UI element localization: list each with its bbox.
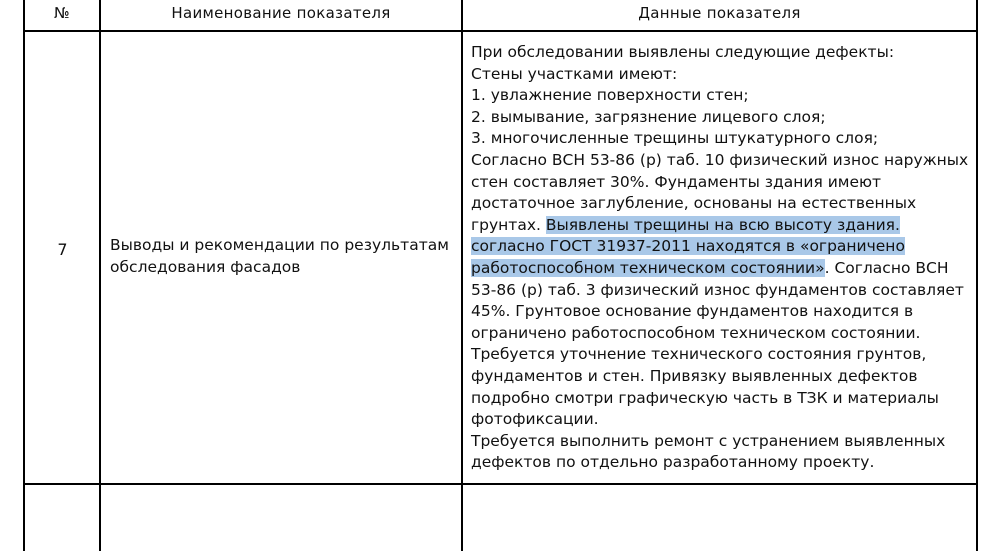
header-bottom-border (23, 30, 978, 32)
data-text-before[interactable]: При обследовании выявлены следующие дефекты: Стены участками имеют: 1. увлажнение поверхности стен; 2. вымывание, загрязнение лицевого слоя; 3. многочисленные трещины штукатурного слоя; Согласно ВСН 53-86 (р) таб. 10 физический износ наружных стен составляет 30%. Фундаменты здания имеют достаточное заглубление, основаны на естественных грунтах. (471, 43, 969, 234)
column-divider-1 (99, 0, 101, 551)
column-divider-2 (461, 0, 463, 551)
table-border-right (976, 0, 978, 551)
header-indicator-name: Наименование показателя (171, 4, 391, 22)
row-number: 7 (57, 240, 68, 259)
row-indicator-data[interactable] (471, 42, 971, 474)
row-bottom-border (23, 483, 978, 485)
selected-text-highlight[interactable]: Выявлены трещины на всю высоту здания. согласно ГОСТ 31937-2011 находятся в «ограничено работоспособном техническом состоянии» (471, 215, 905, 277)
row-indicator-name: Выводы и рекомендации по результатам обследования фасадов (110, 236, 449, 276)
header-indicator-data: Данные показателя (638, 4, 801, 22)
table-border-left (23, 0, 25, 551)
data-text-after[interactable]: . Согласно ВСН 53-86 (р) таб. 3 физический износ фундаментов составляет 45%. Грунтовое основание фундаментов находится в ограничено работоспособном техническом состоянии. Требуется уточнение технического состояния грунтов, фундаментов и стен. Привязку выявленных дефектов подробно смотри графическую часть в ТЗК и материалы фотофиксации. Требуется выполнить ремонт с устранением выявленных дефектов по отдельно разработанному проекту. (471, 258, 964, 472)
header-number: № (54, 4, 70, 22)
